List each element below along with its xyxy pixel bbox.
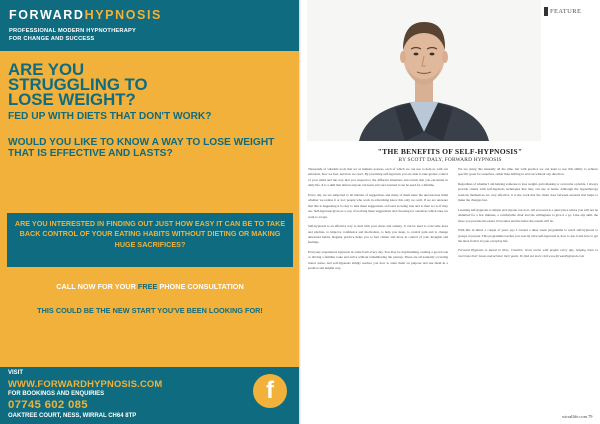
website-link[interactable]: WWW.FORWARDHYPNOSIS.COM [8, 378, 163, 389]
article-page [300, 0, 600, 424]
feature-tag-marker [544, 7, 548, 16]
paragraph: Self-hypnosis is an effective way to deal with your stress and anxiety. It can be used to overcome fears and phobias, to improve confidence and motivation, to help you sleep, to control pain and to change unwanted habits. Regular practice helps you to feel calmer and more in control of your thoughts and feelings. [308, 224, 448, 245]
facebook-icon[interactable] [253, 374, 287, 408]
headline-line-1: ARE YOU [8, 60, 85, 79]
question-diets: FED UP WITH DIETS THAT DON'T WORK? [8, 111, 212, 122]
brand-subtitle-line-2: FOR CHANGE AND SUCCESS [9, 36, 95, 42]
spread-gutter [299, 0, 301, 424]
article-byline: BY SCOTT DALY, FORWARD HYPNOSIS [398, 157, 502, 163]
paragraph: Learning self-hypnosis is simple and anyone can do it. All you need is a quiet place where you will not be disturbed for a few minutes, a comfortable chair and the willingness to give it a go. Like any skill, the more you practise the easier it becomes and the better the results will be. [458, 207, 598, 223]
paragraph: Everyone experiences hypnosis in some form every day. You may be daydreaming, reading a good book or driving a familiar route and arrive without remembering the journey. These are all naturally occurring trance states, and self-hypnosis simply teaches you how to enter them on purpose and use them in a positive and helpful way. [308, 249, 448, 271]
visit-label: VISIT [8, 370, 24, 376]
brand-name-accent: HYPNOSIS [84, 8, 162, 22]
paragraph: We are doing this naturally all the time, but with practice we can learn to use this ability to achieve specific goals for ourselves, rather than drifting in and out without any direction. [458, 167, 598, 177]
brand-subtitle-line-1: PROFESSIONAL MODERN HYPNOTHERAPY [9, 28, 137, 34]
cta-free-highlight: FREE [137, 282, 158, 291]
cta-text-end: PHONE CONSULTATION [157, 282, 244, 291]
brand-name: FORWARD [9, 8, 85, 22]
paragraph: Thousands of valuable tools that we as humans possess, each of which we can use to help us with our emotions, how we feel, and how we react. By practising self-hypnosis you are able to take greater control of your mind and the way that you respond to the different situations and events that you encounter in daily life. It is a skill that almost anyone can learn and once learned it can be used for a lifetime. [308, 167, 448, 188]
page-folio: wirrallife.com 79 [562, 414, 593, 419]
author-photo [307, 0, 541, 141]
paragraph: Regardless of whether I am helping someone to lose weight, quit smoking or overcome a phobia, I always provide clients with self-hypnosis techniques that they can use at home. Although the hypnotherapy sessions themselves are very effective, it is the work that the client does between sessions that helps to make the changes last. [458, 181, 598, 203]
facebook-f-glyph: f [266, 377, 274, 404]
address-text: OAKTREE COURT, NESS, WIRRAL CH64 8TP [8, 413, 137, 419]
bookings-label: FOR BOOKINGS AND ENQUIRIES [8, 391, 105, 397]
author-portrait-illustration [307, 0, 541, 141]
advert-callout-box [7, 213, 293, 267]
article-column-right [458, 167, 598, 263]
article-column-left [308, 167, 448, 276]
callout-text: ARE YOU INTERESTED IN FINDING OUT JUST HOW EASY IT CAN BE TO TAKE BACK CONTROL OF YOUR EATING HABITS WITHOUT DIETING OR MAKING HUGE SACRIFICES? [14, 219, 286, 249]
headline-line-3: LOSE WEIGHT? [8, 90, 136, 109]
feature-tag: FEATURE [550, 8, 582, 15]
advert-tagline: THIS COULD BE THE NEW START YOU'VE BEEN LOOKING FOR! [37, 306, 263, 315]
question-effective-weight-loss: WOULD YOU LIKE TO KNOW A WAY TO LOSE WEIGHT THAT IS EFFECTIVE AND LASTS? [8, 137, 275, 160]
paragraph: Every day we are subjected to all manner of suggestions and many of them enter the unconscious mind whether we realise it or not; people who work in advertising know this only too well. If we are unaware that this is happening it is easy to take these suggestions on board as being true and to then act as if they are. Self-hypnosis gives us a way of noticing these suggestions and choosing for ourselves which ones we want to accept. [308, 192, 448, 219]
paragraph: With this in mind, a couple of years ago I created a three week programme to teach self-hypnosis to groups of people. This programme teaches you exactly what self-hypnosis is, how to use it and how to get the most from it in your everyday life. [458, 228, 598, 243]
cta-text-start: CALL NOW FOR YOUR [56, 282, 138, 291]
advert-headline [8, 62, 293, 107]
author-note: Forward Hypnosis is based in Ness, Cheshire. Scott works with people every day, helping them to overcome their issues and achieve their goals. To find out more visit www.forwardhypnosis.com [458, 248, 598, 258]
call-to-action [0, 282, 300, 291]
article-title: "THE BENEFITS OF SELF-HYPNOSIS" [377, 147, 523, 156]
headline-line-2: STRUGGLING TO [8, 75, 148, 94]
brand-logo [9, 8, 162, 22]
phone-number[interactable]: 07745 602 085 [8, 399, 88, 411]
